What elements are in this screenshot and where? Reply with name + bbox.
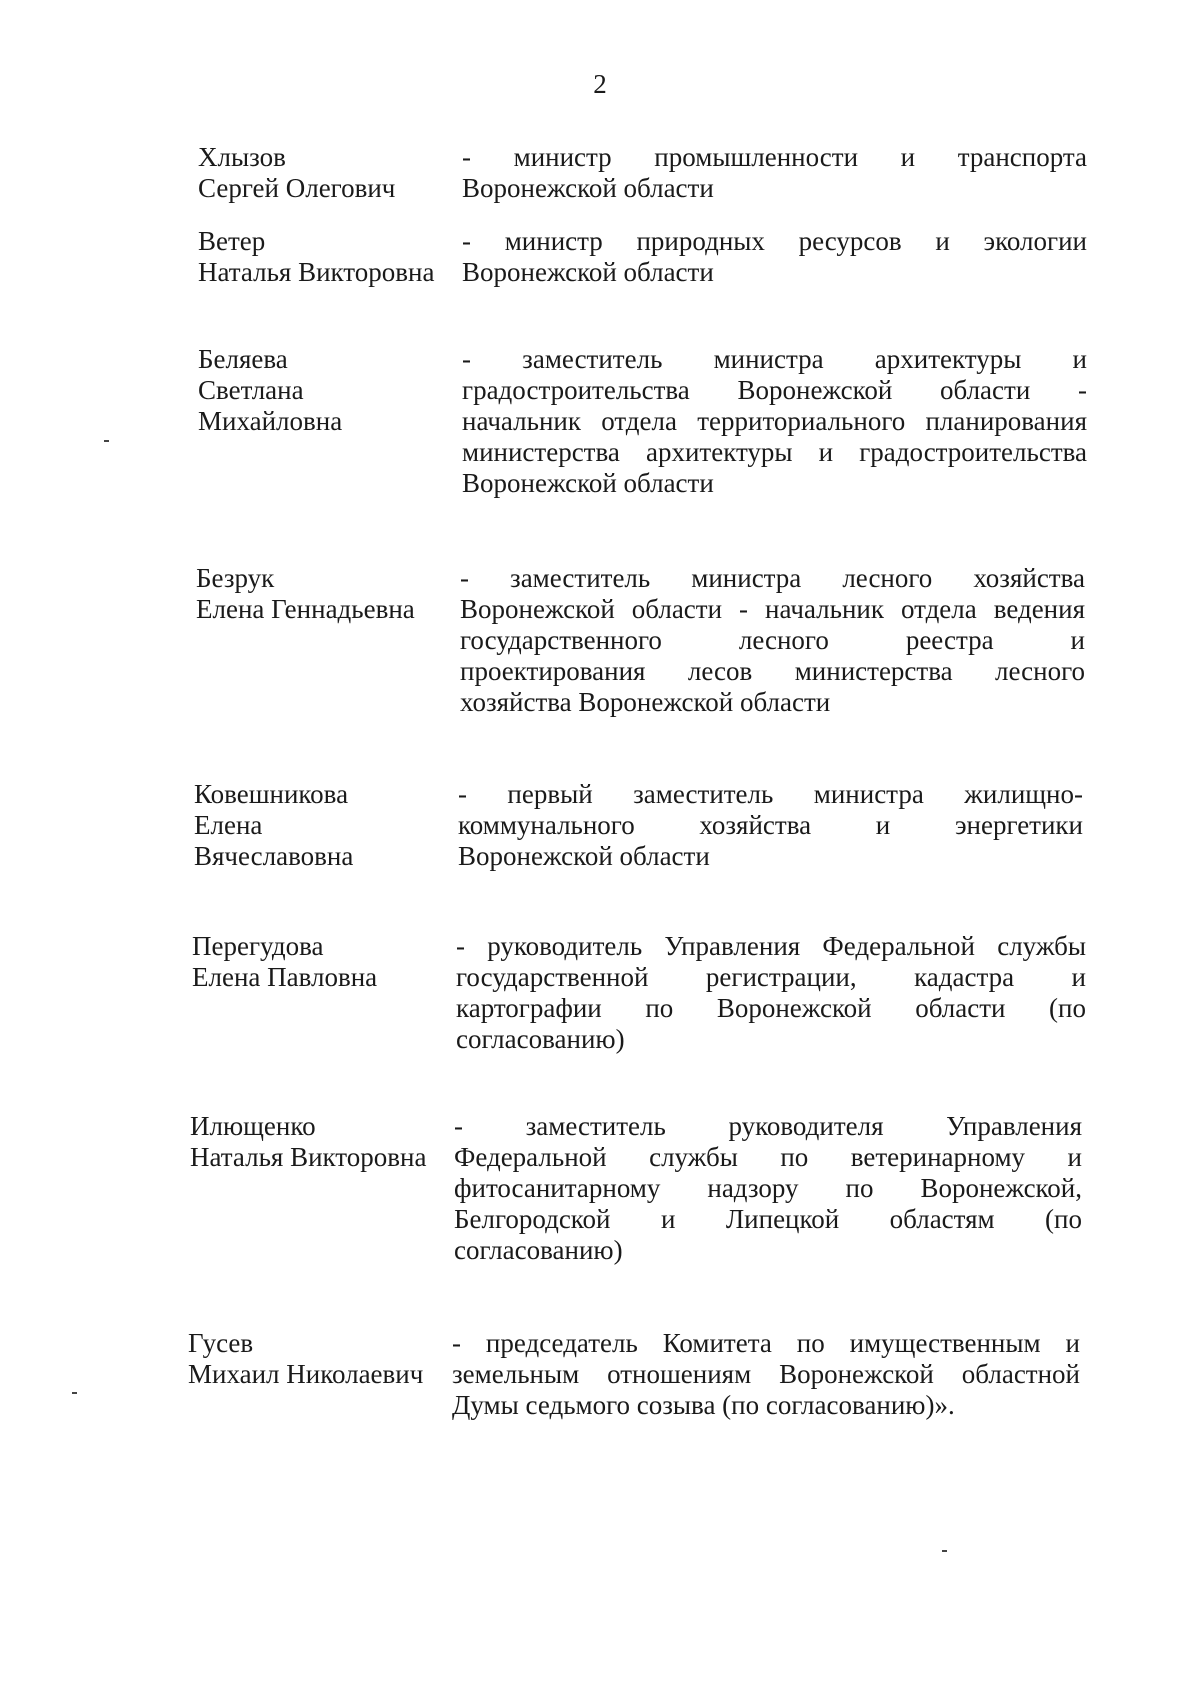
member-name: [188, 1328, 438, 1390]
position-line: градостроительства Воронежской области -: [462, 375, 1087, 405]
position-line: - министр природных ресурсов и экологии: [462, 226, 1087, 256]
position-line: - министр промышленности и транспорта: [462, 142, 1087, 172]
position-line: проектирования лесов министерства лесного: [460, 656, 1085, 686]
member-surname: Хлызов: [198, 142, 286, 172]
member-given-names: Михаил Николаевич: [188, 1359, 424, 1389]
member-position: [456, 931, 1086, 1055]
member-position: [460, 563, 1085, 718]
member-given-names: Елена Павловна: [192, 962, 378, 992]
member-surname: Гусев: [188, 1328, 254, 1358]
member-position: [458, 779, 1083, 872]
member-surname: Беляева: [198, 344, 288, 374]
member-position: [462, 142, 1087, 204]
member-name: [190, 1111, 440, 1173]
position-line: Воронежской области: [462, 173, 714, 203]
member-position: [462, 344, 1087, 499]
member-given-names: Михайловна: [198, 406, 343, 436]
member-name: [194, 779, 444, 872]
member-given-names: Наталья Викторовна: [198, 257, 435, 287]
member-given-names: Сергей Олегович: [198, 173, 396, 203]
position-line: коммунального хозяйства и энергетики: [458, 810, 1083, 840]
position-line: государственной регистрации, кадастра и: [456, 962, 1086, 992]
position-line: - председатель Комитета по имущественным и: [452, 1328, 1080, 1358]
member-position: [452, 1328, 1080, 1421]
position-line: - первый заместитель министра жилищно-: [458, 779, 1083, 809]
member-name: [198, 226, 448, 288]
position-line: фитосанитарному надзору по Воронежской,: [454, 1173, 1082, 1203]
member-given-names: Светлана: [198, 375, 304, 405]
scan-speck: [72, 1392, 77, 1394]
member-given-names: Вячеславовна: [194, 841, 354, 871]
position-line: согласованию): [454, 1235, 623, 1265]
member-surname: Перегудова: [192, 931, 324, 961]
position-line: - руководитель Управления Федеральной службы: [456, 931, 1086, 961]
member-position: [462, 226, 1087, 288]
position-line: Думы седьмого созыва (по согласованию)».: [452, 1390, 955, 1420]
scan-speck: [942, 1550, 947, 1552]
member-position: [454, 1111, 1082, 1266]
member-given-names: Наталья Викторовна: [190, 1142, 427, 1172]
page-number: 2: [593, 69, 607, 99]
member-name: [192, 931, 442, 993]
position-line: государственного лесного реестра и: [460, 625, 1085, 655]
position-line: начальник отдела территориального планирования: [462, 406, 1087, 436]
member-name: [196, 563, 446, 625]
member-surname: Ковешникова: [194, 779, 349, 809]
position-line: - заместитель министра лесного хозяйства: [460, 563, 1085, 593]
member-surname: Ветер: [198, 226, 266, 256]
member-name: [198, 142, 448, 204]
member-given-names: Елена Геннадьевна: [196, 594, 415, 624]
member-given-names: Елена: [194, 810, 263, 840]
member-surname: Безрук: [196, 563, 275, 593]
scan-speck: [104, 440, 109, 442]
position-line: согласованию): [456, 1024, 625, 1054]
member-surname: Илющенко: [190, 1111, 316, 1141]
position-line: Воронежской области: [462, 468, 714, 498]
position-line: - заместитель руководителя Управления: [454, 1111, 1082, 1141]
position-line: Воронежской области: [462, 257, 714, 287]
member-name: [198, 344, 448, 437]
position-line: - заместитель министра архитектуры и: [462, 344, 1087, 374]
position-line: Воронежской области: [458, 841, 710, 871]
position-line: хозяйства Воронежской области: [460, 687, 831, 717]
position-line: Федеральной службы по ветеринарному и: [454, 1142, 1082, 1172]
position-line: картографии по Воронежской области (по: [456, 993, 1086, 1023]
position-line: Воронежской области - начальник отдела ведения: [460, 594, 1085, 624]
position-line: земельным отношениям Воронежской областной: [452, 1359, 1080, 1389]
position-line: Белгородской и Липецкой областям (по: [454, 1204, 1082, 1234]
position-line: министерства архитектуры и градостроительства: [462, 437, 1087, 467]
